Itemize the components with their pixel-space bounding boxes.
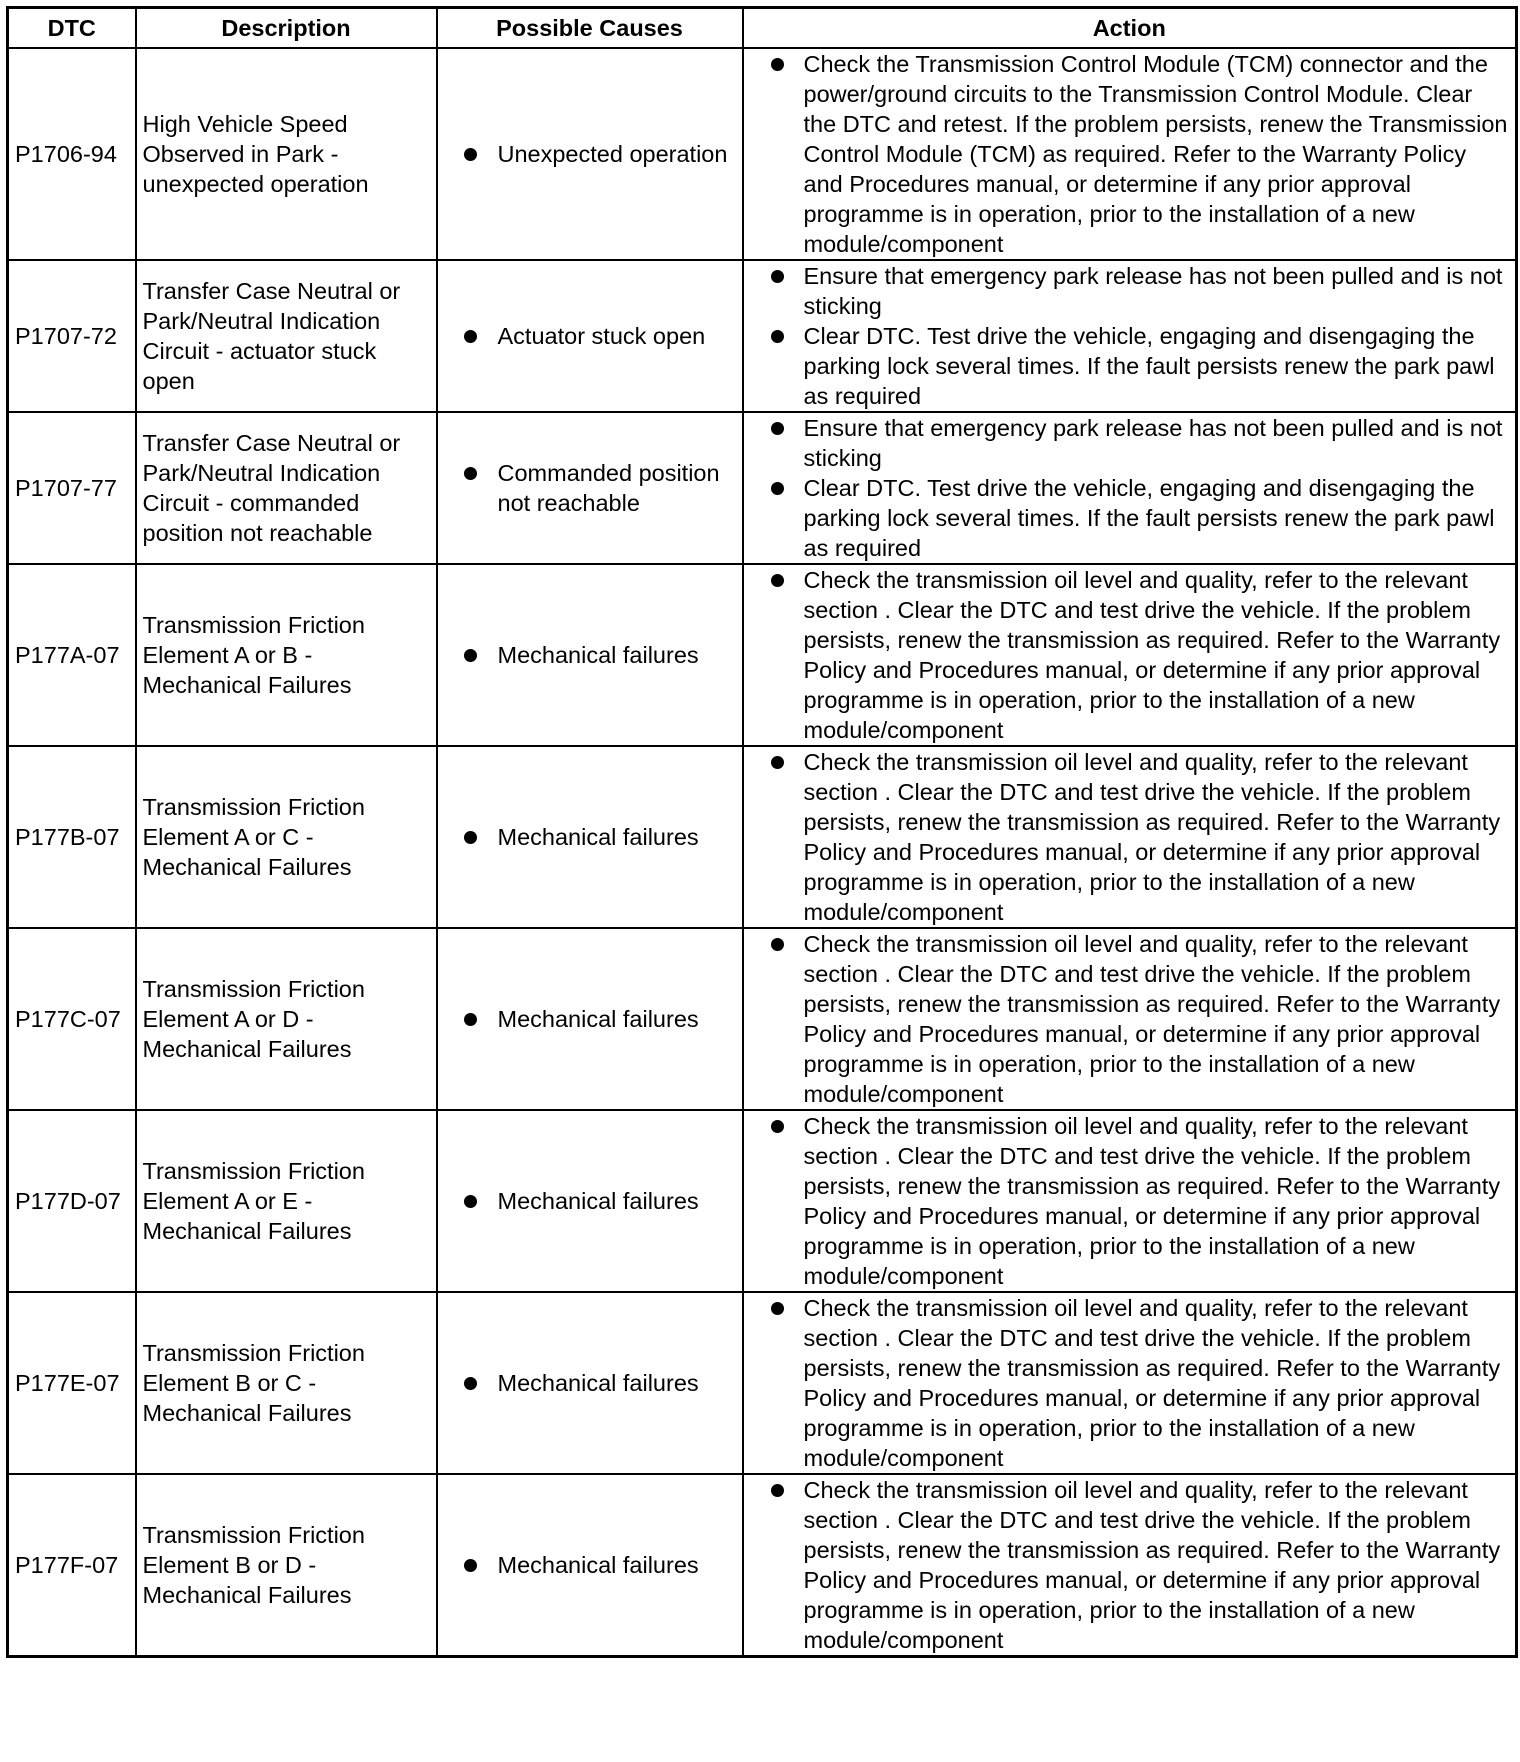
table-row [8,48,1517,260]
possible-causes-cell [437,48,743,260]
dtc-code-cell: P177D-07 [8,1110,136,1292]
causes-list [444,321,736,351]
action-cell [743,746,1517,928]
table-row [8,1110,1517,1292]
description-cell: Transmission Friction Element B or D - Mechanical Failures [136,1474,437,1657]
table-row [8,1292,1517,1474]
action-item: Ensure that emergency park release has not been pulled and is not sticking [750,413,1510,473]
causes-list [444,822,736,852]
description-cell: Transmission Friction Element A or D - Mechanical Failures [136,928,437,1110]
table-row [8,260,1517,412]
table-row [8,746,1517,928]
dtc-code-cell: P1706-94 [8,48,136,260]
cause-item: Mechanical failures [444,1550,736,1580]
description-cell: Transmission Friction Element A or E - Mechanical Failures [136,1110,437,1292]
causes-list [444,458,736,518]
possible-causes-cell [437,1474,743,1657]
action-cell [743,48,1517,260]
table-row [8,412,1517,564]
action-cell [743,1292,1517,1474]
action-item: Ensure that emergency park release has not been pulled and is not sticking [750,261,1510,321]
table-row [8,564,1517,746]
cause-item: Mechanical failures [444,822,736,852]
description-cell: High Vehicle Speed Observed in Park - unexpected operation [136,48,437,260]
description-cell: Transfer Case Neutral or Park/Neutral Indication Circuit - commanded position not reachable [136,412,437,564]
table-row [8,928,1517,1110]
table-body [8,48,1517,1657]
actions-list [750,261,1510,411]
action-cell [743,412,1517,564]
possible-causes-cell [437,260,743,412]
action-cell [743,564,1517,746]
description-cell: Transmission Friction Element A or B - Mechanical Failures [136,564,437,746]
description-cell: Transmission Friction Element B or C - Mechanical Failures [136,1292,437,1474]
actions-list [750,1293,1510,1473]
dtc-table [6,6,1518,1658]
cause-item: Unexpected operation [444,139,736,169]
action-item: Clear DTC. Test drive the vehicle, engaging and disengaging the parking lock several times. If the fault persists renew the park pawl as required [750,473,1510,563]
possible-causes-cell [437,1110,743,1292]
action-item: Check the transmission oil level and quality, refer to the relevant section . Clear the DTC and test drive the vehicle. If the problem persists, renew the transmission as required. Refer to the Warranty Policy and Procedures manual, or determine if any prior approval programme is in operation, prior to the installation of a new module/component [750,1111,1510,1291]
header-dtc: DTC [8,8,136,49]
actions-list [750,747,1510,927]
header-possible-causes: Possible Causes [437,8,743,49]
action-item: Check the transmission oil level and quality, refer to the relevant section . Clear the DTC and test drive the vehicle. If the problem persists, renew the transmission as required. Refer to the Warranty Policy and Procedures manual, or determine if any prior approval programme is in operation, prior to the installation of a new module/component [750,1475,1510,1655]
dtc-code-cell: P1707-77 [8,412,136,564]
possible-causes-cell [437,564,743,746]
causes-list [444,640,736,670]
dtc-code-cell: P177A-07 [8,564,136,746]
actions-list [750,929,1510,1109]
action-cell [743,1474,1517,1657]
action-cell [743,1110,1517,1292]
possible-causes-cell [437,412,743,564]
dtc-code-cell: P177F-07 [8,1474,136,1657]
dtc-code-cell: P1707-72 [8,260,136,412]
table-header-row [8,8,1517,49]
action-item: Check the Transmission Control Module (TCM) connector and the power/ground circuits to the Transmission Control Module. Clear the DTC and retest. If the problem persists, renew the Transmission Control Module (TCM) as required. Refer to the Warranty Policy and Procedures manual, or determine if any prior approval programme is in operation, prior to the installation of a new module/component [750,49,1510,259]
description-cell: Transfer Case Neutral or Park/Neutral Indication Circuit - actuator stuck open [136,260,437,412]
actions-list [750,49,1510,259]
actions-list [750,565,1510,745]
action-item: Check the transmission oil level and quality, refer to the relevant section . Clear the DTC and test drive the vehicle. If the problem persists, renew the transmission as required. Refer to the Warranty Policy and Procedures manual, or determine if any prior approval programme is in operation, prior to the installation of a new module/component [750,1293,1510,1473]
possible-causes-cell [437,928,743,1110]
table-row [8,1474,1517,1657]
actions-list [750,1475,1510,1655]
cause-item: Mechanical failures [444,640,736,670]
causes-list [444,1004,736,1034]
possible-causes-cell [437,746,743,928]
action-item: Clear DTC. Test drive the vehicle, engaging and disengaging the parking lock several times. If the fault persists renew the park pawl as required [750,321,1510,411]
header-description: Description [136,8,437,49]
dtc-code-cell: P177C-07 [8,928,136,1110]
cause-item: Actuator stuck open [444,321,736,351]
cause-item: Mechanical failures [444,1368,736,1398]
action-cell [743,928,1517,1110]
header-action: Action [743,8,1517,49]
cause-item: Mechanical failures [444,1186,736,1216]
possible-causes-cell [437,1292,743,1474]
action-item: Check the transmission oil level and quality, refer to the relevant section . Clear the DTC and test drive the vehicle. If the problem persists, renew the transmission as required. Refer to the Warranty Policy and Procedures manual, or determine if any prior approval programme is in operation, prior to the installation of a new module/component [750,565,1510,745]
dtc-code-cell: P177E-07 [8,1292,136,1474]
causes-list [444,1550,736,1580]
actions-list [750,413,1510,563]
dtc-code-cell: P177B-07 [8,746,136,928]
actions-list [750,1111,1510,1291]
dtc-table-container [6,6,1515,1658]
causes-list [444,1186,736,1216]
causes-list [444,1368,736,1398]
action-cell [743,260,1517,412]
causes-list [444,139,736,169]
cause-item: Mechanical failures [444,1004,736,1034]
cause-item: Commanded position not reachable [444,458,736,518]
action-item: Check the transmission oil level and quality, refer to the relevant section . Clear the DTC and test drive the vehicle. If the problem persists, renew the transmission as required. Refer to the Warranty Policy and Procedures manual, or determine if any prior approval programme is in operation, prior to the installation of a new module/component [750,929,1510,1109]
description-cell: Transmission Friction Element A or C - Mechanical Failures [136,746,437,928]
action-item: Check the transmission oil level and quality, refer to the relevant section . Clear the DTC and test drive the vehicle. If the problem persists, renew the transmission as required. Refer to the Warranty Policy and Procedures manual, or determine if any prior approval programme is in operation, prior to the installation of a new module/component [750,747,1510,927]
